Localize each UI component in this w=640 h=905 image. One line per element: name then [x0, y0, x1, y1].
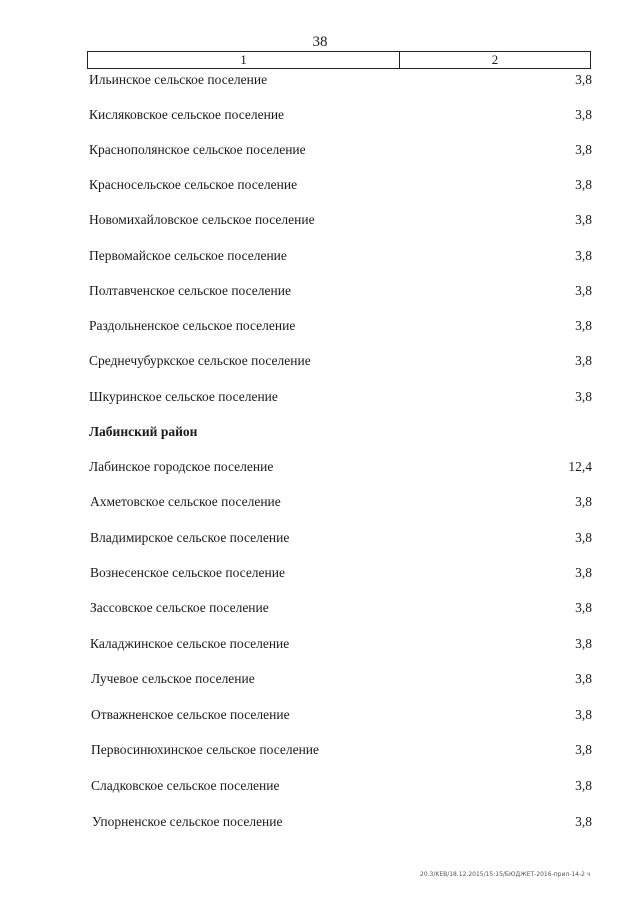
header-column-2: 2 [491, 52, 499, 67]
settlement-value: 3,8 [575, 318, 592, 333]
table-row [0, 246, 640, 266]
table-row [0, 634, 640, 654]
table-row [0, 492, 640, 512]
settlement-value: 3,8 [575, 177, 592, 192]
table-row [0, 740, 640, 760]
settlement-value: 3,8 [575, 494, 592, 509]
table-row [0, 776, 640, 796]
settlement-value: 3,8 [575, 778, 592, 793]
settlement-name: Ильинское сельское поселение [89, 72, 268, 87]
table-row [0, 528, 640, 548]
settlement-name: Краснополянское сельское поселение [89, 142, 306, 157]
settlement-name: Вознесенское сельское поселение [90, 565, 285, 580]
settlement-name: Упорненское сельское поселение [92, 814, 283, 829]
settlement-value: 3,8 [575, 389, 592, 404]
table-row [0, 387, 640, 407]
settlement-value: 3,8 [575, 353, 592, 368]
settlement-name: Каладжинское сельское поселение [90, 636, 290, 651]
settlement-value: 3,8 [575, 530, 592, 545]
table-row [0, 70, 640, 90]
settlement-name: Среднечубуркское сельское поселение [89, 353, 311, 368]
settlement-value: 3,8 [575, 142, 592, 157]
table-row [0, 812, 640, 832]
table-row [0, 281, 640, 301]
table-row [0, 669, 640, 689]
settlement-value: 3,8 [575, 283, 592, 298]
table-row [0, 563, 640, 583]
table-row [0, 457, 640, 477]
settlement-name: Раздольненское сельское поселение [89, 318, 296, 333]
settlement-name: Сладковское сельское поселение [91, 778, 280, 793]
settlement-value: 12,4 [568, 459, 592, 474]
settlement-name: Владимирское сельское поселение [90, 530, 290, 545]
settlement-name: Кисляковское сельское поселение [89, 107, 285, 122]
settlement-value: 3,8 [575, 212, 592, 227]
settlement-value: 3,8 [575, 107, 592, 122]
settlement-name: Новомихайловское сельское поселение [89, 212, 315, 227]
header-column-1: 1 [88, 52, 400, 68]
district-name: Лабинский район [89, 424, 198, 439]
settlement-name: Красносельское сельское поселение [89, 177, 298, 192]
table-row [0, 598, 640, 618]
settlement-name: Шкуринское сельское поселение [89, 389, 278, 404]
table-row [0, 705, 640, 725]
settlement-name: Полтавченское сельское поселение [89, 283, 291, 298]
settlement-name: Первомайское сельское поселение [89, 248, 287, 263]
settlement-name: Отважненское сельское поселение [91, 707, 290, 722]
table-row [0, 316, 640, 336]
table-row [0, 105, 640, 125]
page-number: 38 [312, 34, 328, 50]
settlement-value: 3,8 [575, 636, 592, 651]
settlement-name: Зассовское сельское поселение [90, 600, 269, 615]
settlement-name: Лучевое сельское поселение [91, 671, 255, 686]
settlement-value: 3,8 [575, 248, 592, 263]
settlement-value: 3,8 [575, 72, 592, 87]
table-header [87, 51, 591, 69]
district-heading [0, 422, 640, 442]
settlement-value: 3,8 [575, 814, 592, 829]
table-row [0, 210, 640, 230]
settlement-name: Ахметовское сельское поселение [90, 494, 281, 509]
table-row [0, 140, 640, 160]
settlement-value: 3,8 [575, 671, 592, 686]
settlement-value: 3,8 [575, 600, 592, 615]
settlement-value: 3,8 [575, 565, 592, 580]
document-footer: 20.3/KEB/18.12.2015/15:15/БЮДЖЕТ-2016-прил-14-2 ч [420, 871, 591, 878]
settlement-name: Первосинюхинское сельское поселение [91, 742, 320, 757]
table-row [0, 351, 640, 371]
settlement-name: Лабинское городское поселение [89, 459, 274, 474]
settlement-value: 3,8 [575, 742, 592, 757]
settlement-value: 3,8 [575, 707, 592, 722]
table-row [0, 175, 640, 195]
